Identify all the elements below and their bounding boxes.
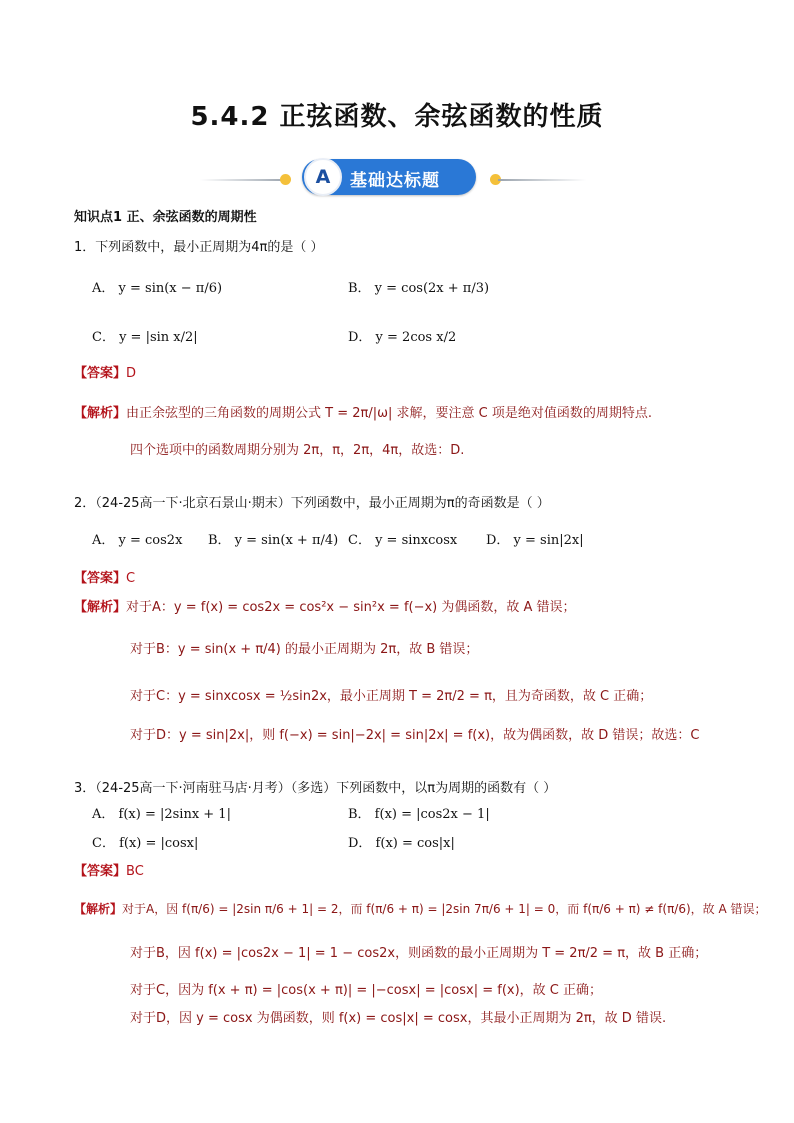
q3-stem: 3．（24-25高一下·河南驻马店·月考）（多选）下列函数中，以π为周期的函数有（ ） [74,781,557,796]
banner-line-left [200,179,288,181]
q1-answer [74,364,136,384]
q3-option-c: C． f(x) = |cosx| [92,836,199,851]
q2-option-d: D． y = sin|2x| [486,533,584,548]
q1-analysis-line2: 四个选项中的函数周期分别为 2π，π，2π，4π，故选：D. [130,443,465,458]
banner-letter: A [304,158,342,196]
q1-stem: 1．下列函数中，最小正周期为4π的是（ ） [74,240,324,255]
banner-dot-left [280,174,291,185]
q3-option-d: D． f(x) = cos|x| [348,836,455,851]
section-heading: 知识点1 正、余弦函数的周期性 [74,210,257,225]
q1-option-a: A． y = sin(x − π/6) [92,281,223,296]
answer-tag: 【答案】 [74,571,127,586]
q2-analysis-line1 [74,598,576,618]
q1-option-b: B． y = cos(2x + π/3) [348,281,490,296]
answer-value: C [126,571,136,586]
q2-analysis-line2: 对于B：y = sin(x + π/4) 的最小正周期为 2π，故 B 错误； [130,642,479,657]
q3-analysis-line3: 对于C，因为 f(x + π) = |cos(x + π)| = |−cosx| = |cosx| = f(x)，故 C 正确； [130,983,602,998]
analysis-tag: 【解析】 [74,902,123,916]
q2-option-c: C． y = sinxcosx [348,533,458,548]
q2-analysis-line4: 对于D：y = sin|2x|，则 f(−x) = sin|−2x| = sin|2x| = f(x)，故为偶函数，故 D 错误；故选：C [130,728,700,743]
page-title: 5.4.2 正弦函数、余弦函数的性质 [190,102,604,132]
q2-option-b: B． y = sin(x + π/4) [208,533,339,548]
answer-value: D [126,366,137,381]
q2-analysis-line3: 对于C：y = sinxcosx = ½sin2x，最小正周期 T = 2π/2 = π，且为奇函数，故 C 正确； [130,689,653,704]
q2-option-a: A． y = cos2x [92,533,183,548]
analysis-tag: 【解析】 [74,406,127,421]
q3-option-a: A． f(x) = |2sinx + 1| [92,807,231,822]
q1-analysis-line1 [74,404,652,424]
q2-stem: 2．（24-25高一下·北京石景山·期末）下列函数中，最小正周期为π的奇函数是（ ） [74,496,550,511]
q3-option-b: B． f(x) = |cos2x − 1| [348,807,490,822]
q3-analysis-line2: 对于B，因 f(x) = |cos2x − 1| = 1 − cos2x，则函数的最小正周期为 T = 2π/2 = π，故 B 正确； [130,946,708,961]
answer-tag: 【答案】 [74,366,127,381]
q3-answer [74,862,144,882]
q1-option-d: D． y = 2cos x/2 [348,330,457,345]
q3-analysis-line1 [74,899,767,919]
q3-analysis-line4: 对于D，因 y = cosx 为偶函数，则 f(x) = cos|x| = cosx，其最小正周期为 2π，故 D 错误. [130,1011,667,1026]
q1-option-c: C． y = |sin x/2| [92,330,198,345]
analysis-text: 由正余弦型的三角函数的周期公式 T = 2π/|ω| 求解，要注意 C 项是绝对值函数的周期特点. [126,406,652,421]
banner-line-right [498,179,586,181]
answer-tag: 【答案】 [74,864,127,879]
analysis-tag: 【解析】 [74,600,127,615]
analysis-text: 对于A，因 f(π/6) = |2sin π/6 + 1| = 2，而 f(π/6 + π) = |2sin 7π/6 + 1| = 0，而 f(π/6 + π) ≠ f(π/6)，故 A 错误； [122,902,767,916]
q2-answer [74,569,135,589]
answer-value: BC [126,864,144,879]
section-banner [190,158,604,198]
analysis-text: 对于A：y = f(x) = cos2x = cos²x − sin²x = f(−x) 为偶函数，故 A 错误； [126,600,576,615]
banner-label: 基础达标题 [350,171,440,191]
